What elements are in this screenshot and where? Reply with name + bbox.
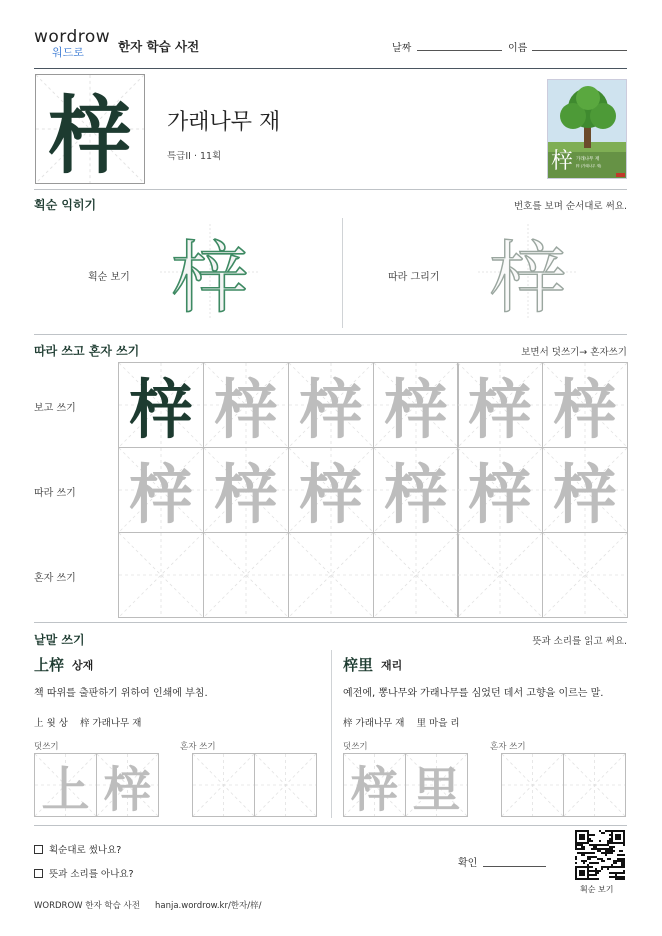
word-1-trace-cell-1-glyph: 上: [41, 761, 90, 817]
word-1-boxes: [34, 753, 318, 817]
thumb-character: 梓: [551, 149, 574, 174]
stroke-section-hint: 번호를 보며 순서대로 써요.: [513, 201, 627, 212]
qr-code-icon[interactable]: [575, 830, 625, 880]
writing-cell-r3-c2[interactable]: [203, 532, 289, 618]
logo: [34, 28, 114, 68]
writing-cell-r3-c1[interactable]: [118, 532, 204, 618]
stroke-trace-character: 梓: [488, 234, 567, 324]
tree-thumbnail: [547, 79, 627, 179]
writing-cell-r2-c6[interactable]: [542, 447, 628, 533]
writing-cell-r2-c3-glyph: 梓: [299, 458, 363, 533]
stroke-trace-diagram[interactable]: [478, 224, 578, 324]
logo-wordmark: wordrow: [34, 27, 111, 47]
thumb-subcaption: 梓 (가래나무 재): [576, 164, 602, 168]
writing-cell-r1-c4-glyph: 梓: [384, 373, 448, 448]
footer-url[interactable]: hanja.wordrow.kr/한자/梓/: [155, 901, 262, 911]
checklist-item-1-label: 획순대로 썼나요?: [49, 845, 122, 856]
words-divider: [331, 650, 332, 818]
words-section-hint: 뜻과 소리를 읽고 써요.: [532, 636, 627, 647]
word-2-trace-label: 덧쓰기: [343, 742, 368, 752]
level-strokes: 특급II · 11획: [167, 151, 222, 162]
word-1-trace-cell-2-glyph: 梓: [103, 761, 152, 817]
writing-cell-r2-c1-glyph: 梓: [129, 458, 193, 533]
words-section-divider: [34, 825, 627, 826]
writing-cell-r1-c1: [118, 362, 204, 448]
word-2-reading: 재리: [381, 659, 403, 672]
word-1-alone-cell-2[interactable]: [254, 753, 317, 817]
word-1-trace-cell-2[interactable]: [96, 753, 159, 817]
word-2-trace-cell-1[interactable]: [343, 753, 406, 817]
hero-character: 梓: [47, 85, 132, 184]
word-1-trace-label: 덧쓰기: [34, 742, 59, 752]
writing-cell-r2-c4-glyph: 梓: [384, 458, 448, 533]
stroke-divider: [342, 218, 343, 328]
word-2-definition: 예전에, 뽕나무와 가래나무를 심었던 데서 고향을 이르는 말.: [343, 688, 604, 699]
logo-hangul: 워드로: [52, 46, 84, 59]
writing-cell-r2-c2-glyph: 梓: [214, 458, 278, 533]
stroke-trace-label: 따라 그리기: [388, 272, 440, 283]
word-2-boxes: [343, 753, 627, 817]
writing-cell-r2-c1[interactable]: [118, 447, 204, 533]
checklist-item-1[interactable]: [34, 842, 121, 856]
word-1-definition: 책 따위를 출판하기 위하여 인쇄에 부침.: [34, 688, 208, 699]
stroke-order-character: 梓: [170, 234, 249, 324]
writing-cell-r2-c6-glyph: 梓: [553, 458, 617, 533]
checkbox-icon[interactable]: [34, 869, 43, 878]
meaning-sound: 가래나무 재: [167, 110, 281, 135]
writing-cell-r3-c5[interactable]: [457, 532, 543, 618]
row-label-see: 보고 쓰기: [34, 403, 76, 414]
checklist-item-2[interactable]: [34, 866, 134, 880]
word-2-alone-cell-2[interactable]: [563, 753, 626, 817]
hero-character-box: [35, 74, 145, 184]
writing-cell-r1-c2-glyph: 梓: [214, 373, 278, 448]
stroke-section-title: 획순 익히기: [34, 198, 97, 212]
writing-section-divider: [34, 622, 627, 623]
writing-cell-r1-c4[interactable]: [373, 362, 459, 448]
writing-grid: [118, 362, 627, 617]
word-1-alone-label: 혼자 쓰기: [180, 742, 216, 752]
word-2-trace-cell-2[interactable]: [405, 753, 468, 817]
word-2-alone-cell-1[interactable]: [501, 753, 564, 817]
confirm-field[interactable]: [483, 866, 546, 867]
row-label-alone: 혼자 쓰기: [34, 573, 76, 584]
writing-cell-r1-c5[interactable]: [457, 362, 543, 448]
writing-cell-r3-c4[interactable]: [373, 532, 459, 618]
writing-cell-r1-c3-glyph: 梓: [299, 373, 363, 448]
name-label: 이름: [508, 43, 528, 54]
writing-cell-r2-c3[interactable]: [288, 447, 374, 533]
hero-divider: [34, 189, 627, 190]
writing-cell-r1-c2[interactable]: [203, 362, 289, 448]
date-field[interactable]: [417, 50, 502, 51]
writing-cell-r1-c3[interactable]: [288, 362, 374, 448]
date-label: 날짜: [392, 43, 412, 54]
writing-cell-r3-c6[interactable]: [542, 532, 628, 618]
writing-section-title: 따라 쓰고 혼자 쓰기: [34, 344, 140, 358]
checkbox-icon[interactable]: [34, 845, 43, 854]
stroke-view-label: 획순 보기: [88, 272, 130, 283]
writing-cell-r1-c6[interactable]: [542, 362, 628, 448]
thumb-caption: 가래나무 재: [576, 157, 600, 162]
footer-brand: WORDROW 한자 학습 사전: [34, 901, 140, 911]
word-2-trace-cell-2-glyph: 里: [412, 761, 461, 817]
word-2-trace-cell-1-glyph: 梓: [350, 761, 399, 817]
word-1-reading: 상재: [72, 659, 94, 672]
thumb-badge: [616, 173, 625, 177]
writing-cell-r2-c4[interactable]: [373, 447, 459, 533]
header-divider: [34, 68, 627, 69]
writing-cell-r2-c2[interactable]: [203, 447, 289, 533]
row-label-trace: 따라 쓰기: [34, 488, 76, 499]
word-2-hanja: 梓里: [343, 656, 374, 674]
stroke-section-divider: [34, 334, 627, 335]
qr-caption: 획순 보기: [580, 885, 614, 894]
checklist-item-2-label: 뜻과 소리를 아나요?: [49, 869, 134, 880]
writing-cell-r2-c5-glyph: 梓: [468, 458, 532, 533]
writing-section-hint: 보면서 덧쓰기→ 혼자쓰기: [521, 347, 627, 358]
writing-cell-r1-c1-glyph: 梓: [129, 373, 193, 448]
word-1-trace-cell-1[interactable]: [34, 753, 97, 817]
word-1-breakdown: 上 윗 상 梓 가래나무 재: [34, 718, 142, 729]
writing-cell-r1-c6-glyph: 梓: [553, 373, 617, 448]
header-title: 한자 학습 사전: [118, 39, 200, 54]
stroke-order-diagram: [160, 224, 260, 324]
writing-cell-r2-c5[interactable]: [457, 447, 543, 533]
writing-cell-r1-c5-glyph: 梓: [468, 373, 532, 448]
word-1-hanja: 上梓: [34, 656, 65, 674]
word-1-alone-cell-1[interactable]: [192, 753, 255, 817]
confirm-label: 확인: [458, 858, 478, 869]
words-section-title: 낱말 쓰기: [34, 633, 85, 647]
name-field[interactable]: [532, 50, 627, 51]
word-2-alone-label: 혼자 쓰기: [490, 742, 526, 752]
word-2-breakdown: 梓 가래나무 재 里 마을 리: [343, 718, 460, 729]
writing-cell-r3-c3[interactable]: [288, 532, 374, 618]
